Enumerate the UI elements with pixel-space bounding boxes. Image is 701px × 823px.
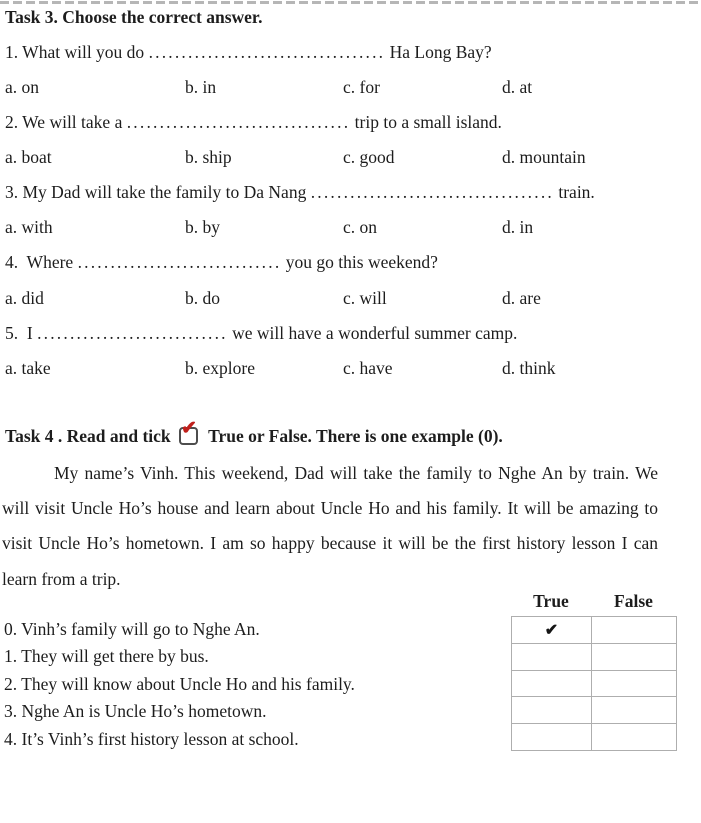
true-cell-4[interactable] <box>512 724 592 751</box>
question-3-text-post: train. <box>553 182 595 202</box>
option-1a: a. on <box>5 77 40 97</box>
reading-passage: My name’s Vinh. This weekend, Dad will take the family to Nghe An by train. We will visit Uncle Ho’s house and learn about Uncle Ho and his family. It will be amazing to visit Uncle Ho’s hometown. I am so happy because it will be the first history lesson I can learn from a trip. <box>2 463 658 589</box>
option-5d: d. think <box>502 358 556 378</box>
false-cell-0[interactable] <box>592 617 677 644</box>
option-5a: a. take <box>5 358 51 378</box>
question-5-text-post: we will have a wonderful summer camp. <box>227 323 518 343</box>
question-2-text-post: trip to a small island. <box>350 112 502 132</box>
table-row-1 <box>512 643 677 670</box>
question-2-text-pre: 2. We will take a <box>5 112 127 132</box>
question-5 <box>5 323 517 344</box>
options-row-5 <box>5 358 697 379</box>
option-4d: d. are <box>502 288 541 308</box>
answer-blank-dots: ............................... <box>77 252 282 272</box>
option-3a: a. with <box>5 217 53 237</box>
option-2b: b. ship <box>185 147 232 167</box>
option-2a: a. boat <box>5 147 52 167</box>
false-cell-1[interactable] <box>592 643 677 670</box>
answer-blank-dots: .................................... <box>148 42 386 62</box>
answer-blank-dots: ..................................... <box>310 182 554 202</box>
false-column-header: False <box>614 591 653 611</box>
check-mark-icon: ✔ <box>544 621 559 639</box>
statement-1: 1. They will get there by bus. <box>4 646 209 667</box>
question-3-text-pre: 3. My Dad will take the family to Da Nang <box>5 182 311 202</box>
true-false-table <box>511 616 677 751</box>
answer-blank-dots: .................................. <box>126 112 351 132</box>
option-1d: d. at <box>502 77 533 97</box>
task4-heading <box>5 418 503 447</box>
option-3d: d. in <box>502 217 534 237</box>
answer-blank-dots: ............................. <box>37 323 228 343</box>
question-1 <box>5 42 492 63</box>
true-cell-1[interactable] <box>512 643 592 670</box>
statements-list <box>4 616 355 753</box>
question-4-text-pre: 4. Where <box>5 252 78 272</box>
statement-3: 3. Nghe An is Uncle Ho’s hometown. <box>4 701 267 722</box>
statement-2: 2. They will know about Uncle Ho and his family. <box>4 673 355 694</box>
true-cell-0[interactable] <box>512 617 592 644</box>
checked-checkbox-icon <box>179 418 198 445</box>
options-row-4 <box>5 288 697 309</box>
red-check-icon: ✔ <box>181 418 197 439</box>
option-1c: c. for <box>343 77 380 97</box>
option-5c: c. have <box>343 358 393 378</box>
option-4c: c. will <box>343 288 387 308</box>
options-row-1 <box>5 77 697 98</box>
true-cell-3[interactable] <box>512 697 592 724</box>
task4-heading-pre: Task 4 . Read and tick <box>5 426 176 446</box>
question-5-text-pre: 5. I <box>5 323 38 343</box>
table-row-2 <box>512 670 677 697</box>
option-3c: c. on <box>343 217 378 237</box>
option-4a: a. did <box>5 288 44 308</box>
false-cell-2[interactable] <box>592 670 677 697</box>
task3-heading: Task 3. Choose the correct answer. <box>5 7 263 27</box>
option-4b: b. do <box>185 288 220 308</box>
true-false-headers <box>511 591 676 612</box>
option-2d: d. mountain <box>502 147 586 167</box>
table-row-4 <box>512 724 677 751</box>
option-1b: b. in <box>185 77 217 97</box>
option-2c: c. good <box>343 147 395 167</box>
false-cell-4[interactable] <box>592 724 677 751</box>
option-3b: b. by <box>185 217 220 237</box>
task4-heading-post: True or False. There is one example (0). <box>204 426 503 446</box>
page-break-dashed-line <box>0 1 701 4</box>
option-5b: b. explore <box>185 358 255 378</box>
options-row-3 <box>5 217 697 238</box>
false-cell-3[interactable] <box>592 697 677 724</box>
options-row-2 <box>5 147 697 168</box>
question-3 <box>5 182 595 203</box>
question-2 <box>5 112 502 133</box>
question-1-text-post: Ha Long Bay? <box>385 42 492 62</box>
question-4 <box>5 252 438 273</box>
true-column-header: True <box>533 591 569 611</box>
statement-0: 0. Vinh’s family will go to Nghe An. <box>4 619 260 639</box>
question-1-text-pre: 1. What will you do <box>5 42 149 62</box>
true-cell-2[interactable] <box>512 670 592 697</box>
table-row-0 <box>512 617 677 644</box>
question-4-text-post: you go this weekend? <box>281 252 438 272</box>
statement-4: 4. It’s Vinh’s first history lesson at school. <box>4 728 299 749</box>
table-row-3 <box>512 697 677 724</box>
